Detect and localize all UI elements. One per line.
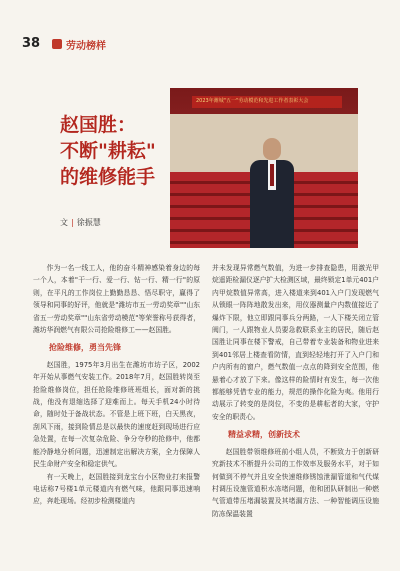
section-marker-icon [52,39,62,49]
right-paragraph-1: 并未发现异常燃气数值，为进一步排查隐患，用激光甲烷遥距检漏仪逐户扩大检测区域，最终锁定1单元401户内甲烷数值异常高，进入楼道来到401入户门发现燃气从锁眼一阵阵地散发出来，用仪器测量户内数值接近了爆炸下限，他立即跟同事兵分两路，一人下楼关闭立管阀门，一人跟物业人员要急救联系业主的居民，随后赵国胜让同事在楼下警戒，自己带着专业装备和物业进来到401邻居上楼查看防情，直到轻轻地打开了入户门和户内所有的窗户，燃气数值一点点的降到安全范围，他悬着心才放了下来。像这样的险情时有发生，每一次他都能够凭借专业的能力，规范的操作化险为夷。他用行动展示了转变的是岗位，不变的是耕耘者的大家，守护安全的职责心。 [212,264,379,421]
section1-heading: 抢险维修，勇当先锋 [49,343,121,353]
left-column [33,262,200,508]
page-header [22,36,382,56]
article-photo [170,88,358,248]
title-line-3: 的维修能手 [60,166,156,188]
photo-person [250,138,294,248]
intro-paragraph: 作为一名一线工人，他的奋斗精神感染着身边的每一个人，本着"干一行、爱一行、钻一行、精一行"的原则，在平凡的工作岗位上勤勤恳恳、悟尽职守，赢得了领导和同事的好评，他就是"潍坊市五一劳动奖章""山东省五一劳动奖章""山东省劳动模范"等荣誉称号获得者，潍坊华润燃气有限公司抢险维修工——赵国胜。 [33,264,200,335]
byline-prefix: 文 [60,218,68,227]
right-column [212,262,379,520]
section2-paragraph-1: 赵国胜带领维修班前小组人员，不断致力于创新研究新技术不断提升公司的工作效率及服务水平，对于如何做到不停气并且安全快速维修锈蚀泄漏管道和气代煤村调压设施管道积水冻堵问题，他和团队研制出一种燃气管道带压堵漏装置及其堵漏方法、一种智能调压设施防冻保温装置 [212,447,379,518]
photo-banner-text: 2023年潍城"五一"劳动模范和先进工作者表彰大会 [196,98,309,104]
person-tie [270,164,274,186]
article-title [60,112,172,190]
section1-paragraph-2: 有一天晚上，赵国胜接到龙宝台小区物业打来报警电话称7号楼1单元楼道内有燃气味，他跟同事迅速响应，奔赴现场。经初步检测楼道内 [33,472,200,506]
section-title: 劳动榜样 [66,41,106,52]
byline-separator: | [71,218,74,227]
title-line-2: 不断"耕耘" [60,140,156,162]
title-line-1: 赵国胜： [60,114,137,136]
person-head [263,138,281,160]
section2-heading: 精益求精，创新技术 [228,430,300,440]
page-number: 38 [22,36,41,51]
section1-paragraph-1: 赵国胜，1975年3月出生在潍坊市坊子区，2002年开始从事燃气安装工作。2018年7月，赵国胜转岗至抢险维修岗位，担任抢险维修班班组长，面对新的挑战，他没有退缩选择了迎难而上。每天手机24小时待命，随时处于备战状态。不管是上班下班，白天黑夜，刮风下雨，接到险情总是以最快的速度赶到现场进行应急处置，在每一次复杂危险、争分夺秒的抢修中，他都能冷静地分析问题，迅速制定出解决方案，全力保障人民生命财产安全和稳定供气。 [33,360,200,469]
byline-author: 徐振慧 [76,218,101,227]
byline [60,217,101,228]
